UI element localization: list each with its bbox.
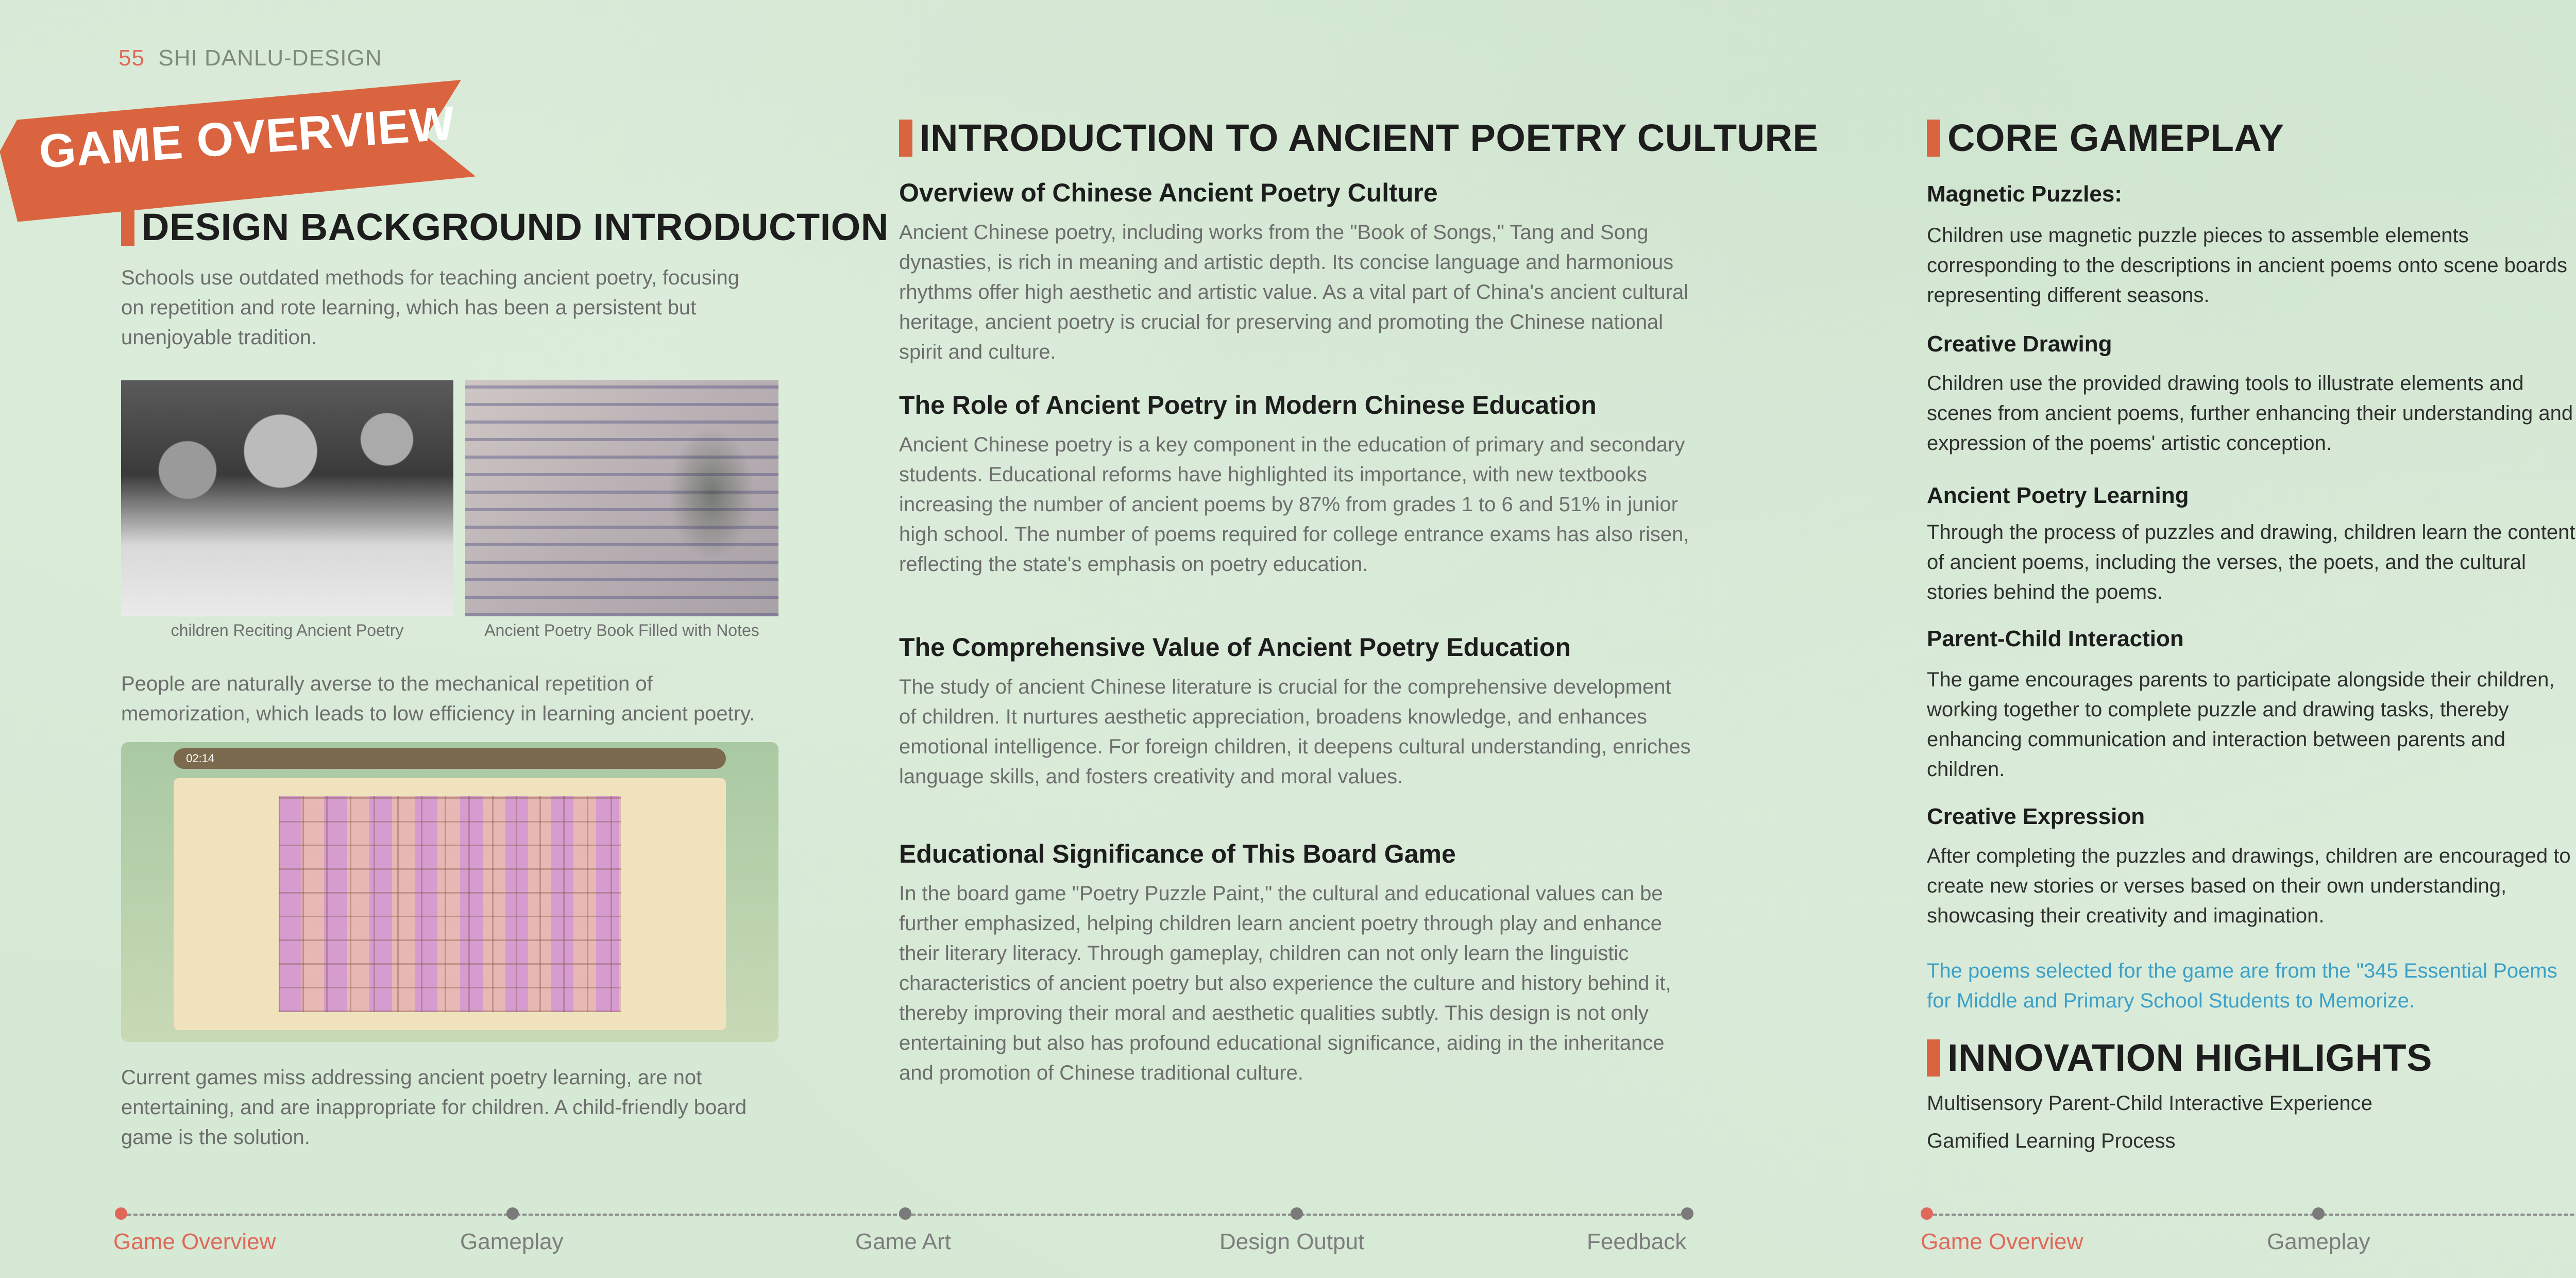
footer-dot bbox=[1291, 1207, 1303, 1220]
intro-heading bbox=[899, 116, 1818, 160]
core-item-title: Creative Expression bbox=[1927, 804, 2145, 829]
innovation-line-2: Gamified Learning Process bbox=[1927, 1130, 2176, 1152]
children-reciting-photo bbox=[121, 380, 453, 616]
footer-nav-game-overview[interactable]: Game Overview bbox=[113, 1229, 276, 1254]
core-gameplay-heading bbox=[1927, 116, 2284, 160]
innovation-line-1: Multisensory Parent-Child Interactive Experience bbox=[1927, 1092, 2372, 1115]
intro-s2-title: The Role of Ancient Poetry in Modern Chinese Education bbox=[899, 391, 1597, 419]
game-grid-lines bbox=[279, 796, 621, 1012]
left-page-number: 55 bbox=[118, 45, 145, 71]
left-running-header bbox=[118, 45, 382, 71]
footer-nav-design-output[interactable]: Design Output bbox=[1219, 1229, 1365, 1254]
core-item-title: Magnetic Puzzles: bbox=[1927, 181, 2122, 207]
design-background-heading-text: DESIGN BACKGROUND INTRODUCTION bbox=[142, 206, 889, 248]
heading-accent-bar bbox=[1927, 120, 1940, 157]
footer-dot bbox=[1921, 1207, 1933, 1220]
intro-s3-body: The study of ancient Chinese literature is crucial for the comprehensive development of children. It nurtures aesthetic appreciation, broadens knowledge, and enhances emotional intelligence. For foreign children, it deepens cultural understanding, enriches language skills, and fosters creativity and moral values. bbox=[899, 676, 1691, 788]
core-item-title: Ancient Poetry Learning bbox=[1927, 483, 2189, 508]
design-background-paragraph-2: People are naturally averse to the mechanical repetition of memorization, which leads to low efficiency in learning ancient poetry. bbox=[121, 672, 755, 725]
intro-s1-title: Overview of Chinese Ancient Poetry Culture bbox=[899, 178, 1438, 207]
design-background-heading bbox=[121, 205, 889, 249]
core-gameplay-heading-text: CORE GAMEPLAY bbox=[1947, 116, 2284, 159]
footer-nav-gameplay[interactable]: Gameplay bbox=[460, 1229, 564, 1254]
core-item-body: Through the process of puzzles and drawing, children learn the content of ancient poems, including the verses, the poets, and the cultural stories behind the poems. bbox=[1927, 521, 2575, 603]
heading-accent-bar bbox=[899, 120, 912, 157]
footer-dot bbox=[899, 1207, 911, 1220]
core-item-title: Parent-Child Interaction bbox=[1927, 626, 2184, 651]
core-item-body: Children use magnetic puzzle pieces to assemble elements corresponding to the descriptions in ancient poems onto scene boards representing different seasons. bbox=[1927, 224, 2567, 307]
design-background-paragraph-1: Schools use outdated methods for teaching ancient poetry, focusing on repetition and rote learning, which has been a persistent but unenjoyable tradition. bbox=[121, 266, 740, 349]
footer-nav-game-art[interactable]: Game Art bbox=[855, 1229, 951, 1254]
heading-accent-bar bbox=[1927, 1039, 1940, 1077]
core-item-body: After completing the puzzles and drawings, children are encouraged to create new stories or verses based on their own understanding, showcasing their creativity and imagination. bbox=[1927, 845, 2571, 927]
left-running-title: SHI DANLU-DESIGN bbox=[158, 45, 382, 71]
intro-heading-text: INTRODUCTION TO ANCIENT POETRY CULTURE bbox=[920, 116, 1819, 159]
game-overview-banner-text: GAME OVERVIEW bbox=[37, 96, 457, 179]
core-item-body: Children use the provided drawing tools to illustrate elements and scenes from ancient poems, further enhancing their understanding and expression of the poems' artistic conception. bbox=[1927, 372, 2573, 455]
footer-progress-line-right bbox=[1927, 1214, 2576, 1216]
poem-source-note: The poems selected for the game are from the "345 Essential Poems for Middle and Primary School Students to Memorize. bbox=[1927, 960, 2557, 1012]
game-screenshot bbox=[121, 742, 778, 1042]
intro-s1-body: Ancient Chinese poetry, including works from the "Book of Songs," Tang and Song dynasties, is rich in meaning and artistic depth. Its concise language and harmonious rhythms offer high aesthetic and artistic value. As a vital part of China's ancient cultural heritage, ancient poetry is crucial for preserving and promoting the Chinese national spirit and culture. bbox=[899, 221, 1689, 363]
heading-accent-bar bbox=[121, 209, 134, 246]
footer-nav-gameplay[interactable]: Gameplay bbox=[2267, 1229, 2370, 1254]
design-background-paragraph-3: Current games miss addressing ancient poetry learning, are not entertaining, and are inappropriate for children. A child-friendly board game is the solution. bbox=[121, 1066, 747, 1149]
photo-caption-2: Ancient Poetry Book Filled with Notes bbox=[484, 621, 759, 640]
footer-dot bbox=[115, 1207, 127, 1220]
poetry-book-photo bbox=[465, 380, 778, 616]
footer-dot bbox=[1681, 1207, 1693, 1220]
footer-nav-feedback[interactable]: Feedback bbox=[1587, 1229, 1687, 1254]
innovation-heading bbox=[1927, 1036, 2432, 1080]
intro-s4-title: Educational Significance of This Board Game bbox=[899, 839, 1456, 868]
footer-dot bbox=[2312, 1207, 2325, 1220]
intro-s4-body: In the board game "Poetry Puzzle Paint," the cultural and educational values can be further emphasized, helping children learn ancient poetry through play and enhance their literary literacy. Through gameplay, children can not only learn the linguistic characteristics of ancient poetry but also experience the culture and history behind it, thereby improving their moral and aesthetic qualities subtly. This design is not only entertaining but also has profound educational significance, aiding in the inheritance and promotion of Chinese traditional culture. bbox=[899, 882, 1671, 1084]
innovation-heading-text: INNOVATION HIGHLIGHTS bbox=[1947, 1036, 2432, 1079]
intro-s2-body: Ancient Chinese poetry is a key component in the education of primary and secondary students. Educational reforms have highlighted its importance, with new textbooks increasing the number of ancient poems by 87% from grades 1 to 6 and 51% in junior high school. The number of poems required for college entrance exams has also risen, reflecting the state's emphasis on poetry education. bbox=[899, 433, 1689, 576]
intro-s3-title: The Comprehensive Value of Ancient Poetry Education bbox=[899, 633, 1571, 662]
core-item-title: Creative Drawing bbox=[1927, 331, 2112, 357]
core-item-body: The game encourages parents to participate alongside their children, working together to complete puzzle and drawing tasks, thereby enhancing communication and interaction between parents and children. bbox=[1927, 668, 2555, 781]
footer-dot bbox=[506, 1207, 519, 1220]
game-topbar bbox=[174, 748, 726, 769]
photo-caption-1: children Reciting Ancient Poetry bbox=[171, 621, 404, 640]
game-timer: 02:14 bbox=[186, 751, 215, 765]
footer-nav-game-overview[interactable]: Game Overview bbox=[1921, 1229, 2083, 1254]
